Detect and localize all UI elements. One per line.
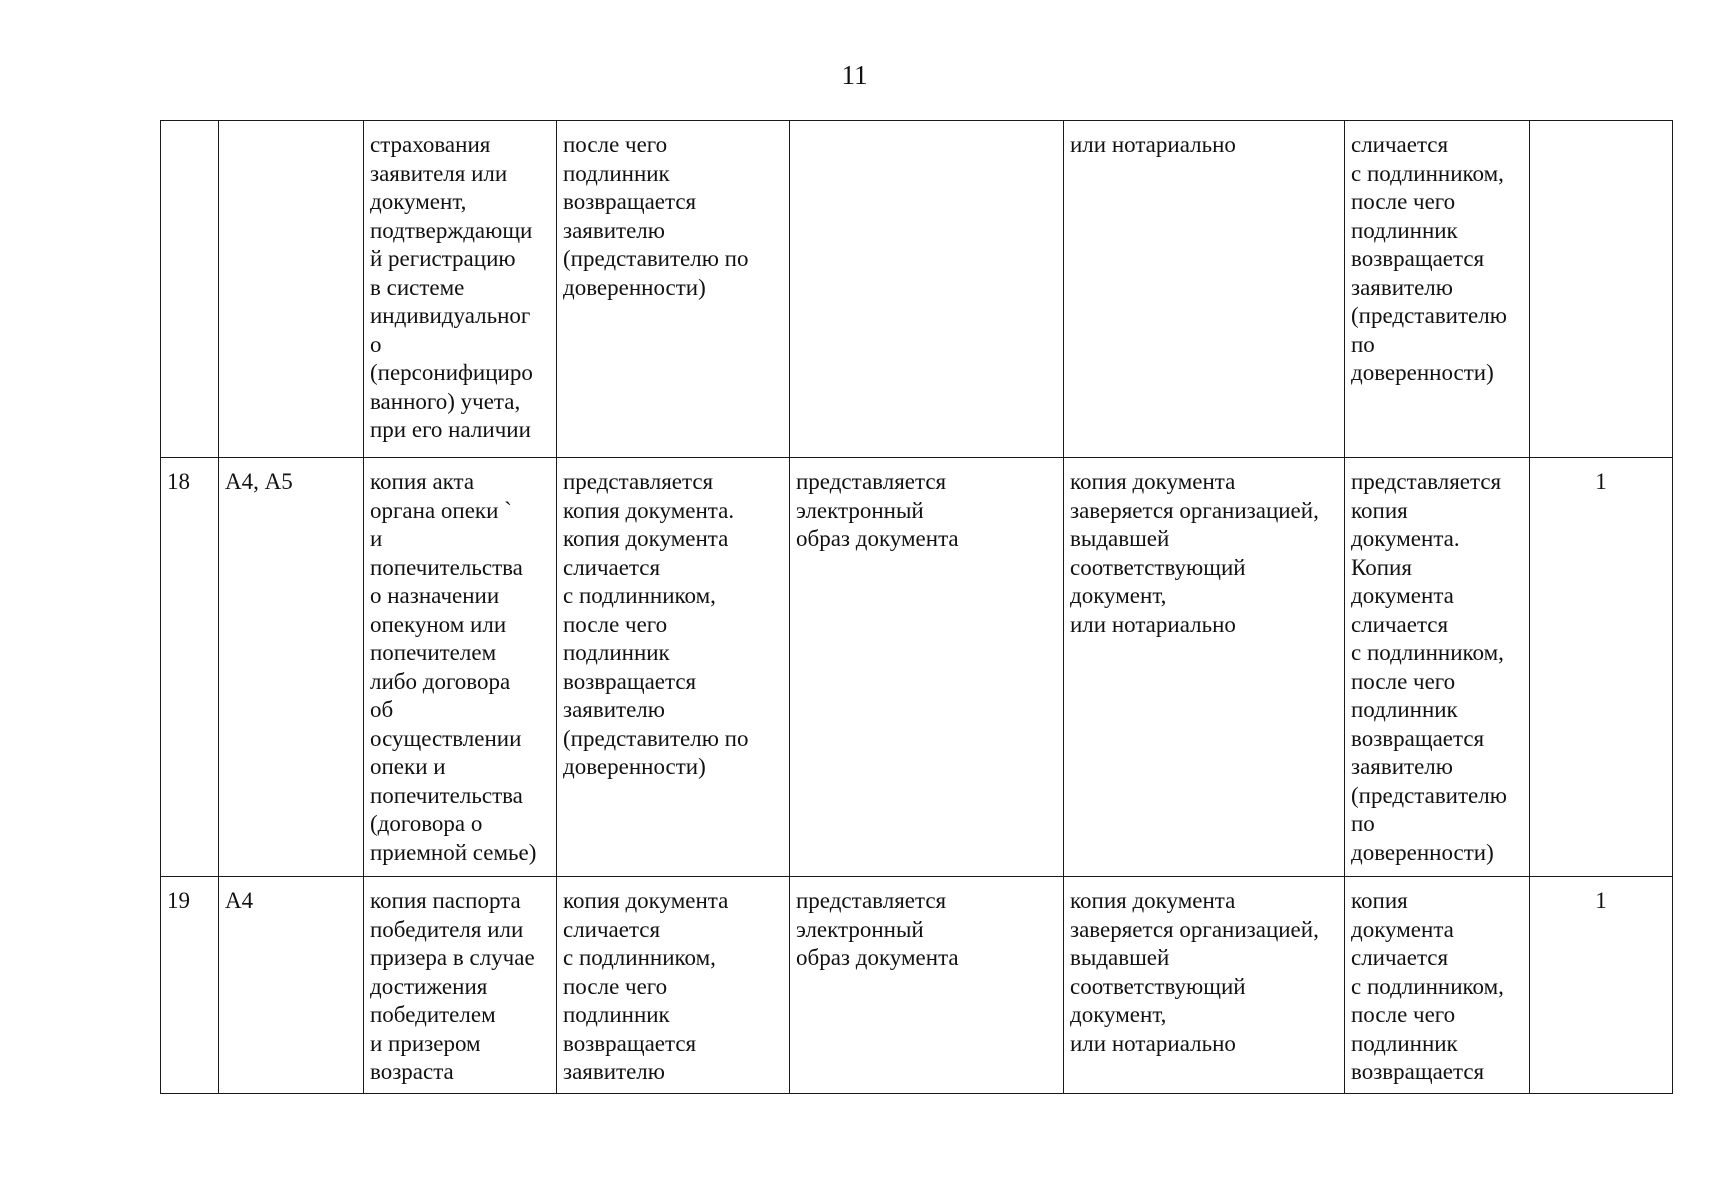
personal-submission-cell: сличается с подлинником, после чего подлинник возвращается заявителю (представителю по доверенности) [1345, 121, 1530, 458]
paper-submission-cell: копия документа сличается с подлинником, после чего подлинник возвращается заявителю [557, 877, 790, 1094]
count-cell: 1 [1530, 877, 1673, 1094]
codes-cell [219, 121, 364, 458]
document-name-cell: копия паспорта победителя или призера в случае достижения победителем и призером возраста [364, 877, 557, 1094]
certification-cell: копия документа заверяется организацией, выдавшей соответствующий документ, или нотариально [1064, 877, 1345, 1094]
count-cell [1530, 121, 1673, 458]
documents-table [160, 120, 1673, 1094]
electronic-submission-cell [790, 121, 1064, 458]
certification-cell: копия документа заверяется организацией, выдавшей соответствующий документ, или нотариально [1064, 458, 1345, 877]
codes-cell: А4, А5 [219, 458, 364, 877]
paper-submission-cell: представляется копия документа. копия документа сличается с подлинником, после чего подлинник возвращается заявителю (представителю по доверенности) [557, 458, 790, 877]
table-row [161, 458, 1673, 877]
codes-cell: А4 [219, 877, 364, 1094]
personal-submission-cell: представляется копия документа. Копия документа сличается с подлинником, после чего подлинник возвращается заявителю (представителю по доверенности) [1345, 458, 1530, 877]
document-name-cell: страхования заявителя или документ, подтверждающи й регистрацию в системе индивидуальног о (персонифициро ванного) учета, при его наличии [364, 121, 557, 458]
electronic-submission-cell: представляется электронный образ документа [790, 877, 1064, 1094]
personal-submission-cell: копия документа сличается с подлинником, после чего подлинник возвращается [1345, 877, 1530, 1094]
paper-submission-cell: после чего подлинник возвращается заявителю (представителю по доверенности) [557, 121, 790, 458]
count-cell: 1 [1530, 458, 1673, 877]
row-number-cell: 19 [161, 877, 219, 1094]
row-number-cell [161, 121, 219, 458]
row-number-cell: 18 [161, 458, 219, 877]
document-name-cell: копия акта органа опеки ` и попечительства о назначении опекуном или попечителем либо договора об осуществлении опеки и попечительства (договора о приемной семье) [364, 458, 557, 877]
table-row [161, 877, 1673, 1094]
table-row [161, 121, 1673, 458]
electronic-submission-cell: представляется электронный образ документа [790, 458, 1064, 877]
certification-cell: или нотариально [1064, 121, 1345, 458]
page-number: 11 [841, 60, 868, 90]
